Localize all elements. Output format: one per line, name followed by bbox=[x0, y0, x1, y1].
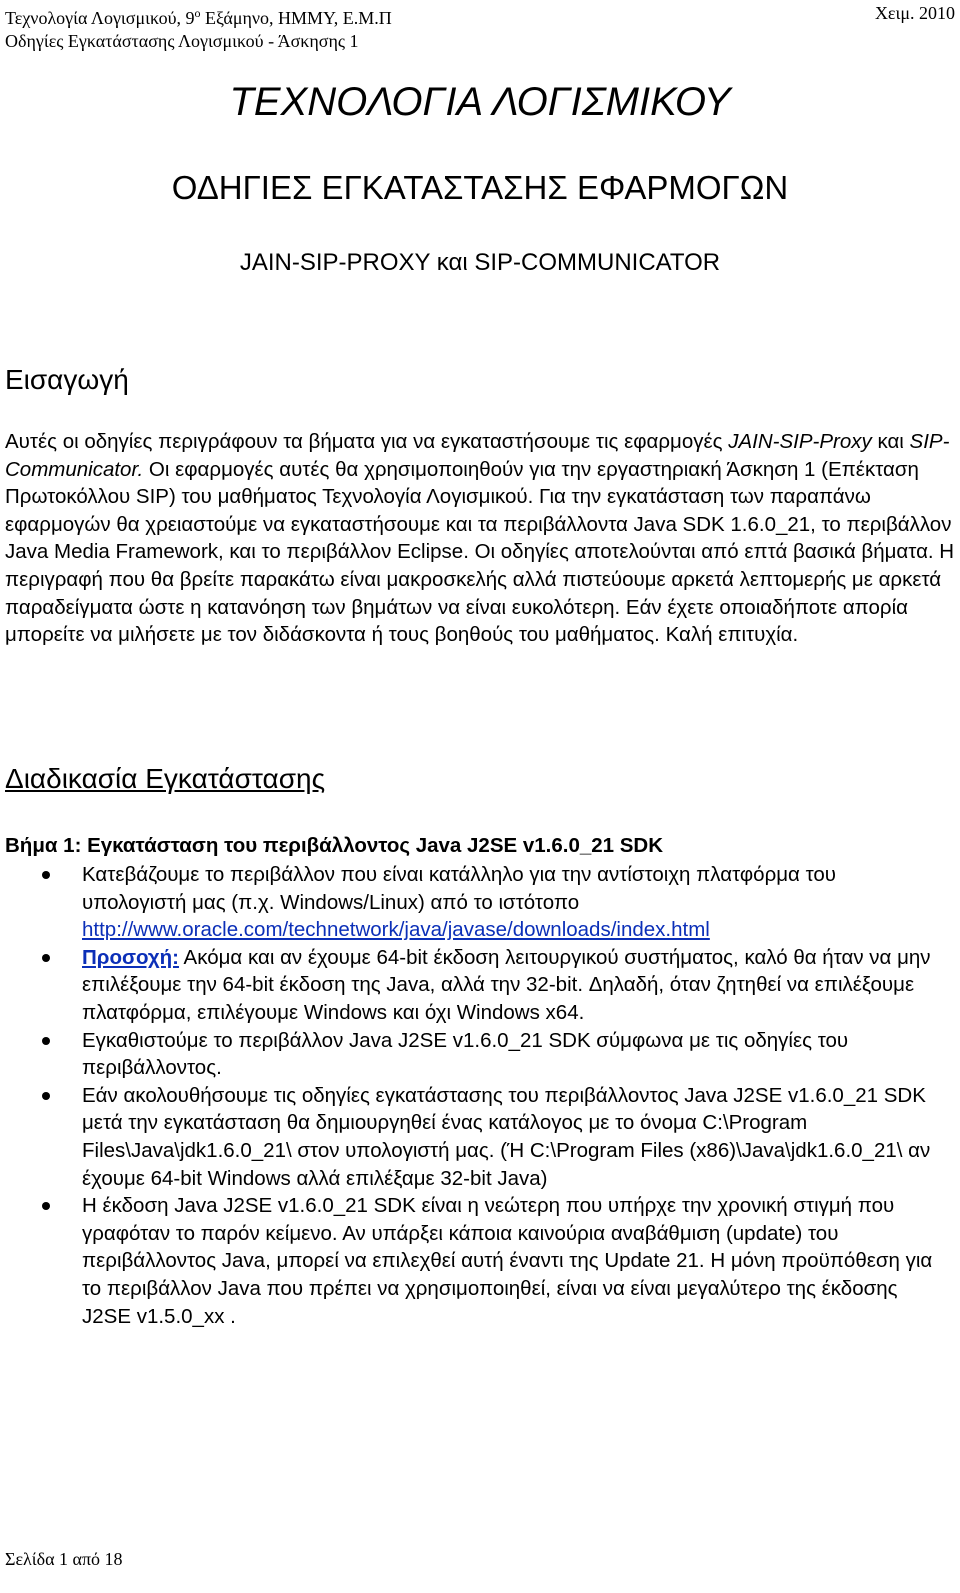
header-course-superscript: ο bbox=[194, 6, 201, 20]
list-item: Κατεβάζουμε το περιβάλλον που είναι κατάλληλο για την αντίστοιχη πλατφόρμα του υπολογιστή μας (π.χ. Windows/Linux) από το ιστότοπο http://www.oracle.com/technetwork/java/javase/downloads/index.html bbox=[0, 861, 945, 944]
bullet-icon bbox=[42, 1202, 50, 1210]
list-item: Εγκαθιστούμε το περιβάλλον Java J2SE v1.6.0_21 SDK σύμφωνα με τις οδηγίες του περιβάλλοντος. bbox=[0, 1027, 945, 1082]
header-subtitle: Οδηγίες Εγκατάστασης Λογισμικού - Άσκησης 1 bbox=[5, 31, 359, 51]
running-header bbox=[5, 2, 955, 53]
bullet-icon bbox=[42, 1037, 50, 1045]
bullet-icon bbox=[42, 954, 50, 962]
bullet-icon bbox=[42, 1092, 50, 1100]
list-item: Εάν ακολουθήσουμε τις οδηγίες εγκατάστασης του περιβάλλοντος Java J2SE v1.6.0_21 SDK μετά την εγκατάσταση θα δημιουργηθεί ένας κατάλογος με το όνομα C:\Program Files\Java\jdk1.6.0_21\ στον υπολογιστή μας. (Ή C:\Program Files (x86)\Java\jdk1.6.0_21\ αν έχουμε 64-bit Windows αλλά επιλέξαμε 32-bit Java) bbox=[0, 1082, 945, 1192]
header-course: Τεχνολογία Λογισμικού, $9^o$ Εξάμηνο, ΗΜΜΥ, Ε.Μ.Π bbox=[5, 6, 392, 28]
app-name-jain-sip-proxy: JAIN-SIP-Proxy bbox=[728, 430, 872, 453]
step-1-list bbox=[0, 861, 945, 1330]
step-1-title: Βήμα 1: Εγκατάσταση του περιβάλλοντος Java J2SE v1.6.0_21 SDK bbox=[5, 834, 664, 857]
warning-label: Προσοχή: bbox=[82, 945, 179, 969]
app-name-sip-communicator: SIP-Communicator. bbox=[5, 430, 950, 481]
document-heading: ΟΔΗΓΙΕΣ ΕΓΚΑΤΑΣΤΑΣΗΣ ΕΦΑΡΜΟΓΩΝ bbox=[171, 169, 789, 206]
intro-paragraph: Αυτές οι οδηγίες περιγράφουν τα βήματα για να εγκαταστήσουμε τις εφαρμογές JAIN-SIP-Proxy και SIP-Communicator. Οι εφαρμογές αυτές θα χρησιμοποιηθούν για την εργαστηριακή Άσκηση 1 (Επέκταση Πρωτοκόλλου SIP) του μαθήματος Τεχνολογία Λογισμικού. Για την εγκατάσταση των παραπάνω εφαρμογών θα χρειαστούμε να εγκαταστήσουμε και τα περιβάλλοντα Java SDK 1.6.0_21, το περιβάλλον Java Media Framework, και το περιβάλλον Eclipse. Οι οδηγίες αποτελούνται από επτά βασικά βήματα. Η περιγραφή που θα βρείτε παρακάτω είναι μακροσκελής αλλά πιστεύουμε αρκετά λεπτομερής με αρκετά παραδείγματα ώστε η κατανόηση των βημάτων να είναι ευκολότερη. Εάν έχετε οποιαδήποτε απορία μπορείτε να μιλήσετε με τον διδάσκοντα ή τους βοηθούς του μαθήματος. Καλή επιτυχία. bbox=[5, 430, 955, 647]
page-footer: Σελίδα 1 από 18 bbox=[5, 1549, 123, 1569]
header-row-top bbox=[5, 2, 955, 30]
oracle-download-link[interactable]: http://www.oracle.com/technetwork/java/javase/downloads/index.html bbox=[82, 918, 710, 942]
intro-heading: Εισαγωγή bbox=[5, 364, 129, 395]
list-item: Η έκδοση Java J2SE v1.6.0_21 SDK είναι η νεώτερη που υπήρχε την χρονική στιγμή που γραφόταν το παρόν κείμενο. Αν υπάρξει κάποια καινούρια αναβάθμιση (update) του περιβάλλοντος Java, μπορεί να επιλεχθεί αυτή έναντι της Update 21. Η μόνη προϋπόθεση για το περιβάλλον Java που πρέπει να χρησιμοποιηθεί, είναι να είναι μεγαλύτερο της έκδοσης J2SE v1.5.0_xx . bbox=[0, 1192, 945, 1330]
document-title: ΤΕΧΝΟΛΟΓΙΑ ΛΟΓΙΣΜΙΚΟΥ bbox=[229, 80, 731, 124]
procedure-heading: Διαδικασία Εγκατάστασης bbox=[5, 763, 326, 794]
document-subheading: JAIN-SIP-PROXY και SIP-COMMUNICATOR bbox=[239, 249, 721, 276]
header-term: Χειμ. 2010 bbox=[874, 3, 955, 23]
list-item: Προσοχή: Ακόμα και αν έχουμε 64-bit έκδοση λειτουργικού συστήματος, καλό θα ήταν να μην επιλέξουμε την 64-bit έκδοση της Java, αλλά την 32-bit. Δηλαδή, όταν ζητηθεί να επιλέξουμε πλατφόρμα, επιλέγουμε Windows και όχι Windows x64. bbox=[0, 944, 945, 1027]
bullet-icon bbox=[42, 871, 50, 879]
